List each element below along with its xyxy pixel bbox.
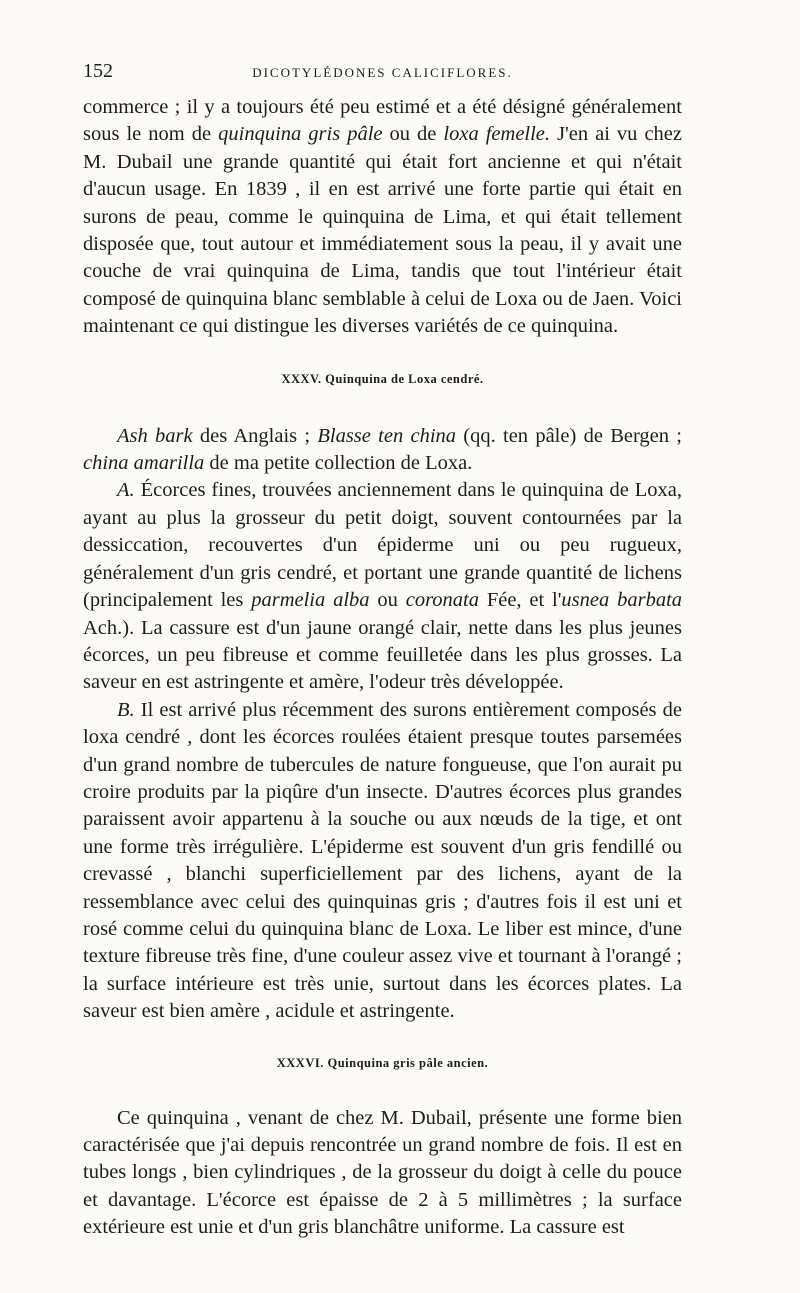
italic-term: coronata (405, 589, 479, 612)
section-title-xxxv: XXXV. Quinquina de Loxa cendré. (281, 371, 484, 386)
running-head: DICOTYLÉDONES CALICIFLORES. (252, 65, 513, 80)
paragraph-b (83, 697, 682, 1026)
italic-term: Ash bark (117, 424, 193, 447)
text-run: J'en ai vu chez M. Dubail une grande quantité qui était fort ancienne et qui n'était d'aucun usage. En 1839 , il en est arrivé une forte partie qui était en surons de peau, comme le quinquina de Lima, et qui était tellement disposée que, tout autour et immédiatement sous la peau, il y avait une couche de vrai quinquina de Lima, tandis que tout l'intérieur était composé de quinquina blanc semblable à celui de Loxa ou de Jaen. Voici maintenant ce qui distingue les diverses variétés de ce quinquina. (83, 123, 682, 338)
italic-term: loxa femelle. (443, 123, 551, 146)
paragraph-a (83, 477, 682, 696)
page-number: 152 (83, 60, 113, 82)
paragraph-label: A. (117, 479, 135, 502)
italic-term: parmelia alba (251, 589, 370, 612)
italic-term: Blasse ten china (317, 424, 457, 447)
text-run: (qq. ten pâle) de Bergen ; (456, 424, 682, 447)
synonyms-paragraph (83, 423, 682, 478)
text-run: de ma petite collection de Loxa. (204, 452, 473, 475)
text-run: ou de (382, 123, 444, 146)
text-run: Ach.). La cassure est d'un jaune orangé clair, nette dans les plus jeunes écorces, un peu fibreuse et comme feuilletée dans les plus grosses. La saveur en est astringente et amère, l'odeur très développée. (83, 616, 682, 694)
section-title-xxxvi: XXXVI. Quinquina gris pâle ancien. (276, 1055, 489, 1070)
text-run: des Anglais ; (192, 424, 318, 447)
intro-paragraph (83, 94, 682, 341)
text-run: commerce ; il y a toujours été peu estimé et a été désigné généralement sous le nom de (83, 96, 682, 146)
paragraph-label: B. (117, 698, 135, 721)
page-header (83, 60, 682, 94)
text-run: Écorces fines, trouvées anciennement dans le quinquina de Loxa, ayant au plus la grosseur du petit doigt, souvent contournées par la dessiccation, recouvertes d'un épiderme uni ou peu rugueux, généralement d'un gris cendré, et portant une grande quantité de lichens (principalement les (83, 479, 682, 612)
italic-term: usnea barbata (561, 589, 683, 612)
italic-term: quinquina gris pâle (218, 123, 383, 146)
text-run: Il est arrivé plus récemment des surons entièrement composés de loxa cendré , dont les écorces roulées étaient presque toutes parsemées d'un grand nombre de tubercules de nature fongueuse, que l'on aurait pu croire produits par la piqûre d'un insecte. D'autres écorces plus grandes paraissent avoir appartenu à la souche ou aux nœuds de la tige, et ont une forme très irrégulière. L'épiderme est souvent d'un gris fendillé ou crevassé , blanchi superficiellement par des lichens, ayant de la ressemblance avec celui des quinquinas gris ; d'autres fois il est uni et rosé comme celui du quinquina blanc de Loxa. Le liber est mince, d'une texture fibreuse très fine, d'une couleur assez vive et tournant à l'orangé ; la surface intérieure est très unie, surtout dans les écorces plates. La saveur est bien amère , acidule et astringente. (83, 698, 682, 1023)
text-run: Fée, et l' (479, 589, 562, 612)
italic-term: china amarilla (83, 452, 205, 475)
section-xxxvi-paragraph: Ce quinquina , venant de chez M. Dubail, présente une forme bien caractérisée que j'ai depuis rencontrée un grand nombre de fois. Il est en tubes longs , bien cylindriques , de la grosseur du doigt à celle du pouce et davantage. L'écorce est épaisse de 2 à 5 millimètres ; la surface extérieure est unie et d'un gris blanchâtre uniforme. La cassure est (83, 1106, 682, 1239)
text-run: ou (369, 589, 406, 612)
